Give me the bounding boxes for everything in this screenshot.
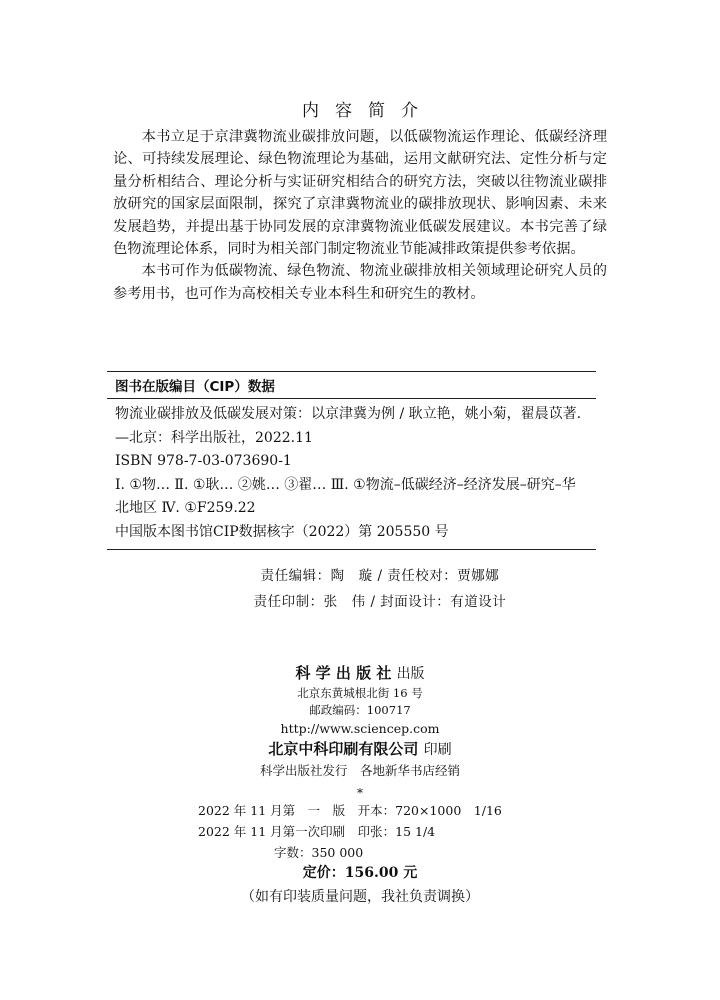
distribution-line: 科学出版社发行 各地新华书店经销	[259, 763, 460, 778]
cip-heading: 图书在版编目（CIP）数据	[107, 372, 596, 399]
publisher-name: 科 学 出 版 社	[295, 664, 392, 682]
cip-title-line: 物流业碳排放及低碳发展对策：以京津冀为例 / 耿立艳，姚小菊，翟晨苡著. —北京：科学出版社，2022.11	[115, 406, 582, 446]
editor-credit-line-1: 责任编辑：陶 璇 / 责任校对：贾娜娜	[260, 568, 500, 584]
edition-line: 2022 年 11 月第 一 版 开本：720×1000 1/16	[198, 803, 502, 818]
publisher-url: http://www.sciencep.com	[280, 721, 440, 736]
publisher-role: 出版	[396, 666, 425, 682]
summary-paragraph-1: 本书立足于京津冀物流业碳排放问题，以低碳物流运作理论、低碳经济理论、可持续发展理论、绿色物流理论为基础，运用文献研究法、定性分析与定量分析相结合、理论分析与实证研究相结合的研究方法，突破以往物流业碳排放研究的国家层面限制，探究了京津冀物流业的碳排放现状、影响因素、未来发展趋势，并提出基于协同发展的京津冀物流业低碳发展建议。本书完善了绿色物流理论体系，同时为相关部门制定物流业节能减排政策提供参考依据。	[113, 129, 607, 258]
quality-note: （如有印装质量问题，我社负责调换）	[241, 889, 479, 905]
price-line: 定价：156.00 元	[302, 865, 418, 881]
separator-star: *	[357, 786, 363, 800]
printer-role: 印刷	[423, 742, 452, 758]
page-title: 内容简介	[302, 101, 434, 121]
printer-name: 北京中科印刷有限公司	[268, 740, 419, 758]
cip-classification: Ⅰ. ①物… Ⅱ. ①耿… ②姚… ③翟… Ⅲ. ①物流–低碳经济–经济发展–研究–华北地区 Ⅳ. ①F259.22	[115, 476, 576, 517]
publisher-address: 北京东黄城根北街 16 号	[297, 686, 423, 700]
editor-credits	[0, 563, 720, 615]
publisher-line	[0, 662, 720, 685]
publisher-postcode: 邮政编码：100717	[309, 703, 411, 717]
cip-isbn: ISBN 978-7-03-073690-1	[115, 453, 292, 470]
cip-body	[107, 399, 596, 549]
publisher-info	[0, 662, 720, 803]
summary-paragraph-2: 本书可作为低碳物流、绿色物流、物流业碳排放相关领域理论研究人员的参考用书，也可作为高校相关专业本科生和研究生的教材。	[113, 263, 607, 302]
summary-section	[113, 126, 607, 305]
printer-line	[0, 738, 720, 761]
cip-block	[107, 371, 596, 550]
cip-record-number: 中国版本图书馆CIP数据核字（2022）第 205550 号	[115, 523, 449, 540]
word-count-line: 字数：350 000	[274, 845, 364, 860]
editor-credit-line-2: 责任印制：张 伟 / 封面设计：有道设计	[253, 594, 507, 610]
printing-line: 2022 年 11 月第一次印刷 印张：15 1/4	[198, 824, 436, 839]
specs-block	[198, 800, 502, 863]
